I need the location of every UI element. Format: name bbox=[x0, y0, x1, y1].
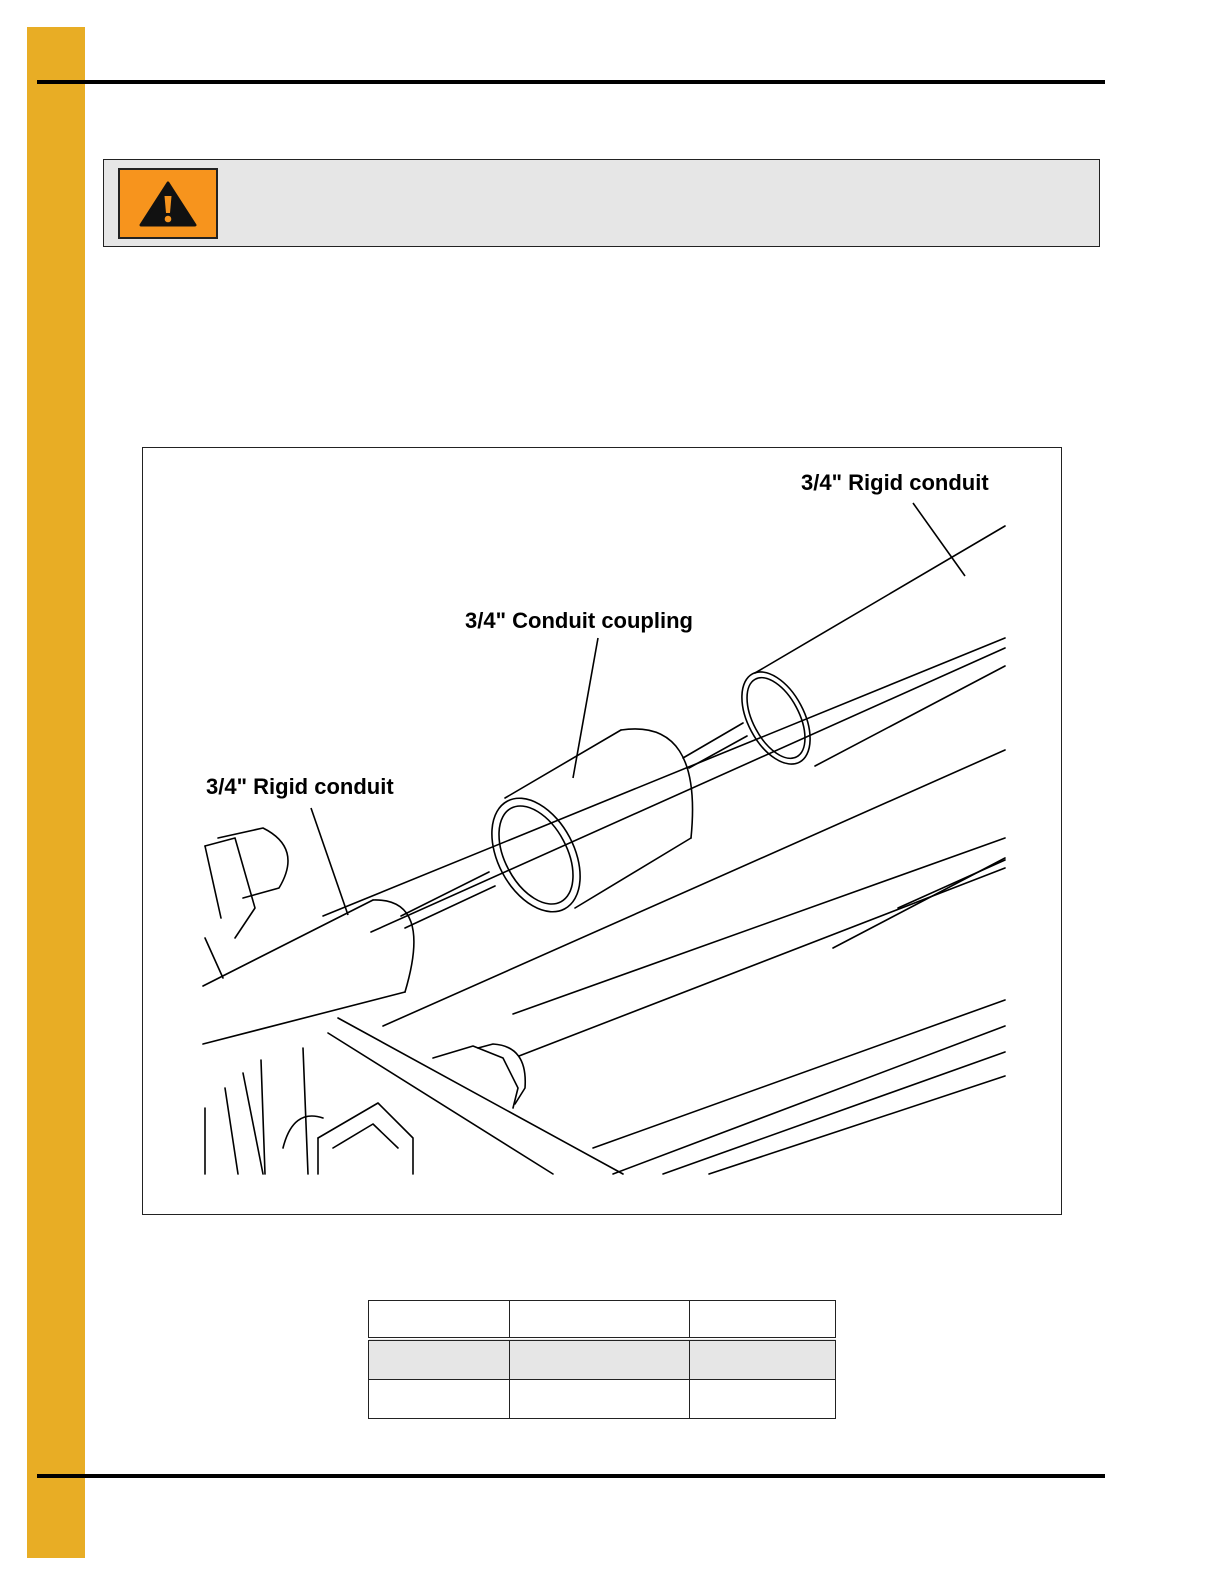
parts-table bbox=[368, 1300, 836, 1419]
chapter-side-tab bbox=[27, 27, 85, 1558]
table-header-row bbox=[369, 1301, 836, 1340]
conduit-figure bbox=[142, 447, 1062, 1215]
callout-rigid-conduit-top: 3/4" Rigid conduit bbox=[801, 470, 989, 495]
table-cell bbox=[689, 1380, 835, 1419]
warning-box bbox=[103, 159, 1100, 247]
warning-triangle-icon bbox=[118, 168, 218, 239]
callout-leaders bbox=[143, 448, 1063, 1216]
table-cell bbox=[510, 1339, 689, 1380]
table-cell bbox=[369, 1339, 510, 1380]
footer-rule bbox=[37, 1474, 1105, 1478]
table-cell bbox=[369, 1380, 510, 1419]
callout-rigid-conduit-left: 3/4" Rigid conduit bbox=[206, 774, 394, 799]
table-header bbox=[369, 1301, 510, 1340]
table-row bbox=[369, 1339, 836, 1380]
callout-conduit-coupling: 3/4" Conduit coupling bbox=[465, 608, 693, 633]
table-row bbox=[369, 1380, 836, 1419]
table-cell bbox=[510, 1380, 689, 1419]
header-rule bbox=[37, 80, 1105, 84]
table-header bbox=[510, 1301, 689, 1340]
table-cell bbox=[689, 1339, 835, 1380]
table-header bbox=[689, 1301, 835, 1340]
